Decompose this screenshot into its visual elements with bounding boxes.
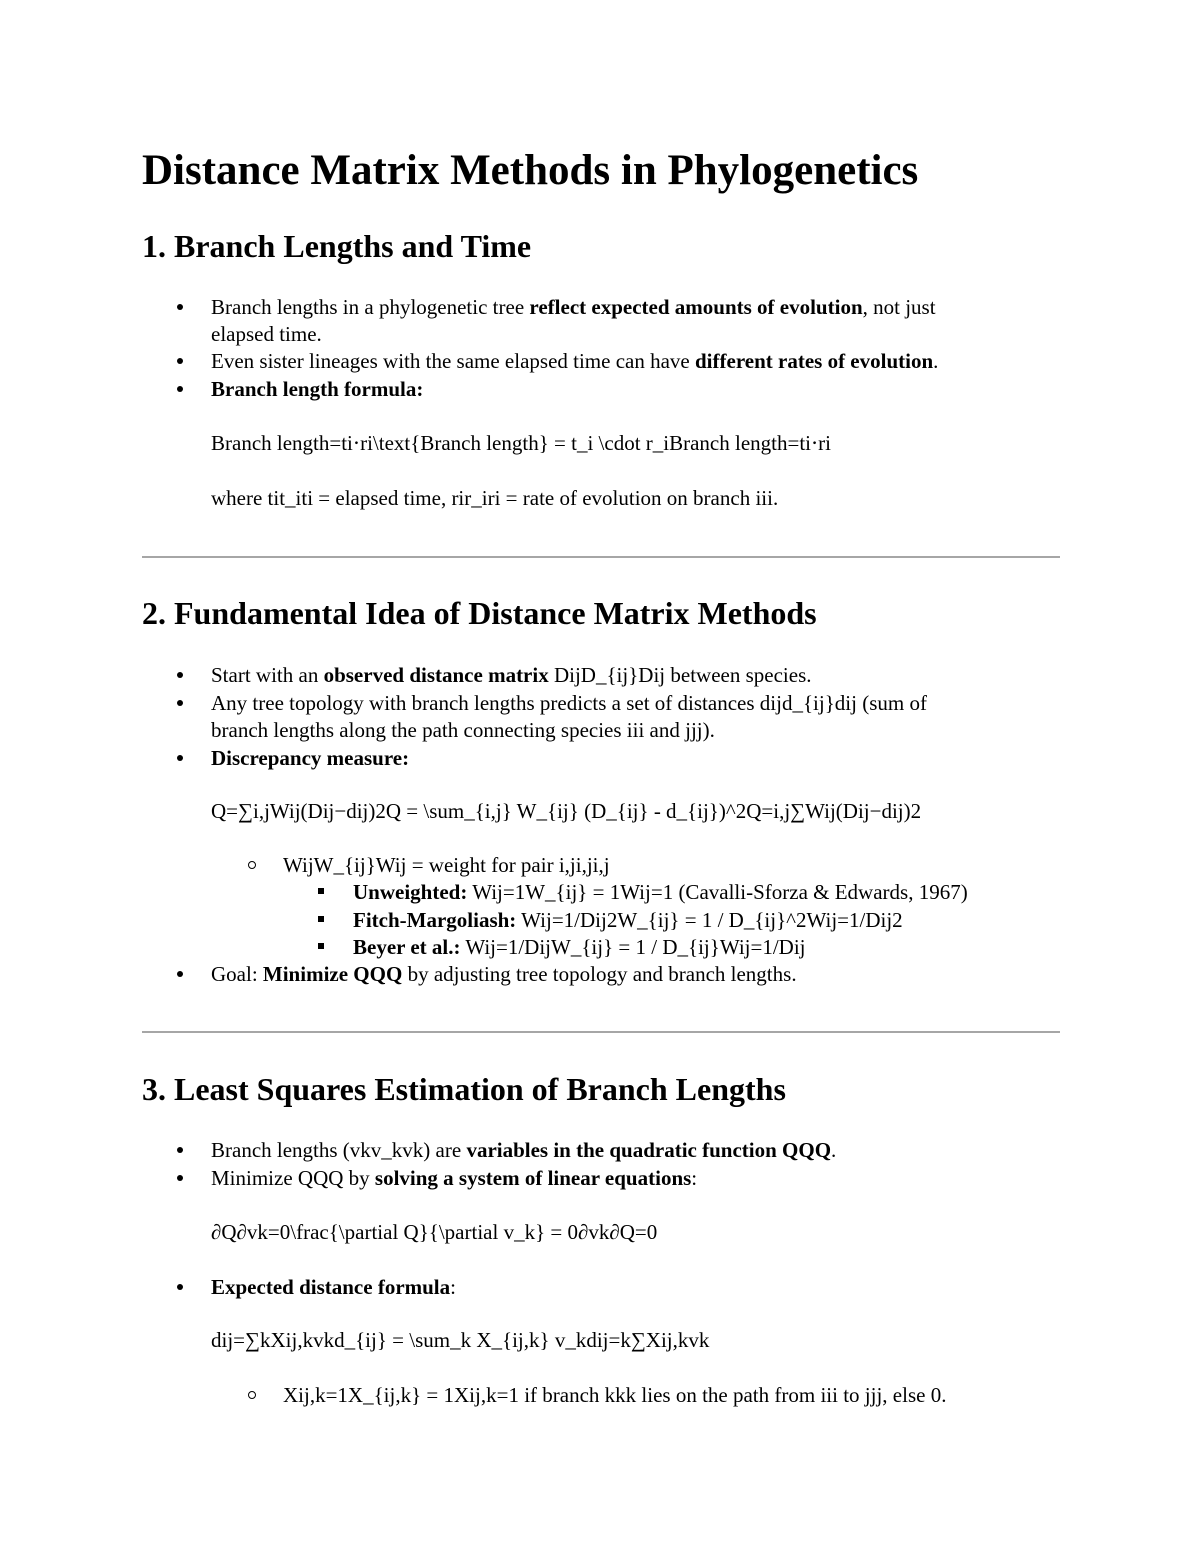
weight-unweighted: Unweighted: Wij=1W_{ij} = 1Wij=1 (Cavalli-Sforza & Edwards, 1967) — [353, 880, 968, 904]
bullet-icon — [177, 1284, 183, 1290]
branch-length-formula: Branch length=ti⋅ri\text{Branch length} = t_i \cdot r_iBranch length=ti⋅ri — [211, 431, 832, 455]
section-1-heading: 1. Branch Lengths and Time — [142, 228, 532, 264]
s3-bullet-1: Branch lengths (vkv_kvk) are variables in the quadratic function QQQ. — [211, 1138, 837, 1162]
bullet-icon — [177, 755, 183, 761]
square-bullet-icon — [318, 943, 324, 949]
s2-goal: Goal: Minimize QQQ by adjusting tree topology and branch lengths. — [211, 962, 797, 986]
s2-bullet-1: Start with an observed distance matrix DijD_{ij}Dij between species. — [211, 663, 812, 687]
s1-bullet-1-cont: elapsed time. — [211, 322, 322, 346]
s1-bullet-2: Even sister lineages with the same elapsed time can have different rates of evolution. — [211, 349, 939, 373]
section-divider — [142, 1031, 1060, 1033]
weight-definition: WijW_{ij}Wij = weight for pair i,ji,ji,j — [283, 853, 610, 877]
s2-bullet-2-cont: branch lengths along the path connecting species iii and jjj). — [211, 718, 715, 742]
weight-beyer: Beyer et al.: Wij=1/DijW_{ij} = 1 / D_{ij}Wij=1/Dij — [353, 935, 806, 959]
bullet-icon — [177, 358, 183, 364]
s3-bullet-3: Expected distance formula: — [211, 1275, 456, 1299]
partial-derivative-formula: ∂Q∂vk=0\frac{\partial Q}{\partial v_k} = 0∂vk∂Q=0 — [211, 1220, 658, 1244]
s3-bullet-2: Minimize QQQ by solving a system of linear equations: — [211, 1166, 698, 1190]
section-3-heading: 3. Least Squares Estimation of Branch Lengths — [142, 1071, 786, 1107]
s2-bullet-3: Discrepancy measure: — [211, 746, 410, 770]
indicator-definition: Xij,k=1X_{ij,k} = 1Xij,k=1 if branch kkk lies on the path from iii to jjj, else 0. — [283, 1383, 947, 1407]
bullet-icon — [177, 1147, 183, 1153]
bullet-icon — [177, 386, 183, 392]
s1-bullet-1: Branch lengths in a phylogenetic tree reflect expected amounts of evolution, not just — [211, 295, 936, 319]
square-bullet-icon — [318, 916, 324, 922]
bullet-icon — [177, 304, 183, 310]
expected-distance-formula: dij=∑kXij,kvkd_{ij} = \sum_k X_{ij,k} v_kdij=k∑Xij,kvk — [211, 1328, 710, 1352]
s2-bullet-2: Any tree topology with branch lengths predicts a set of distances dijd_{ij}dij (sum of — [211, 691, 927, 715]
bullet-icon — [177, 700, 183, 706]
bullet-icon — [177, 672, 183, 678]
discrepancy-formula: Q=∑i,jWij(Dij−dij)2Q = \sum_{i,j} W_{ij} (D_{ij} - d_{ij})^2Q=i,j∑Wij(Dij−dij)2 — [211, 799, 922, 823]
s1-bullet-3: Branch length formula: — [211, 377, 424, 401]
circle-bullet-icon — [248, 1391, 256, 1399]
formula-definitions: where tit_iti = elapsed time, rir_iri = rate of evolution on branch iii. — [211, 486, 779, 510]
document-title: Distance Matrix Methods in Phylogenetics — [142, 147, 919, 194]
section-divider — [142, 556, 1060, 558]
square-bullet-icon — [318, 888, 324, 894]
bullet-icon — [177, 1175, 183, 1181]
section-2-heading: 2. Fundamental Idea of Distance Matrix Methods — [142, 595, 817, 631]
circle-bullet-icon — [248, 861, 256, 869]
bullet-icon — [177, 971, 183, 977]
weight-fitch-margoliash: Fitch-Margoliash: Wij=1/Dij2W_{ij} = 1 / D_{ij}^2Wij=1/Dij2 — [353, 908, 903, 932]
